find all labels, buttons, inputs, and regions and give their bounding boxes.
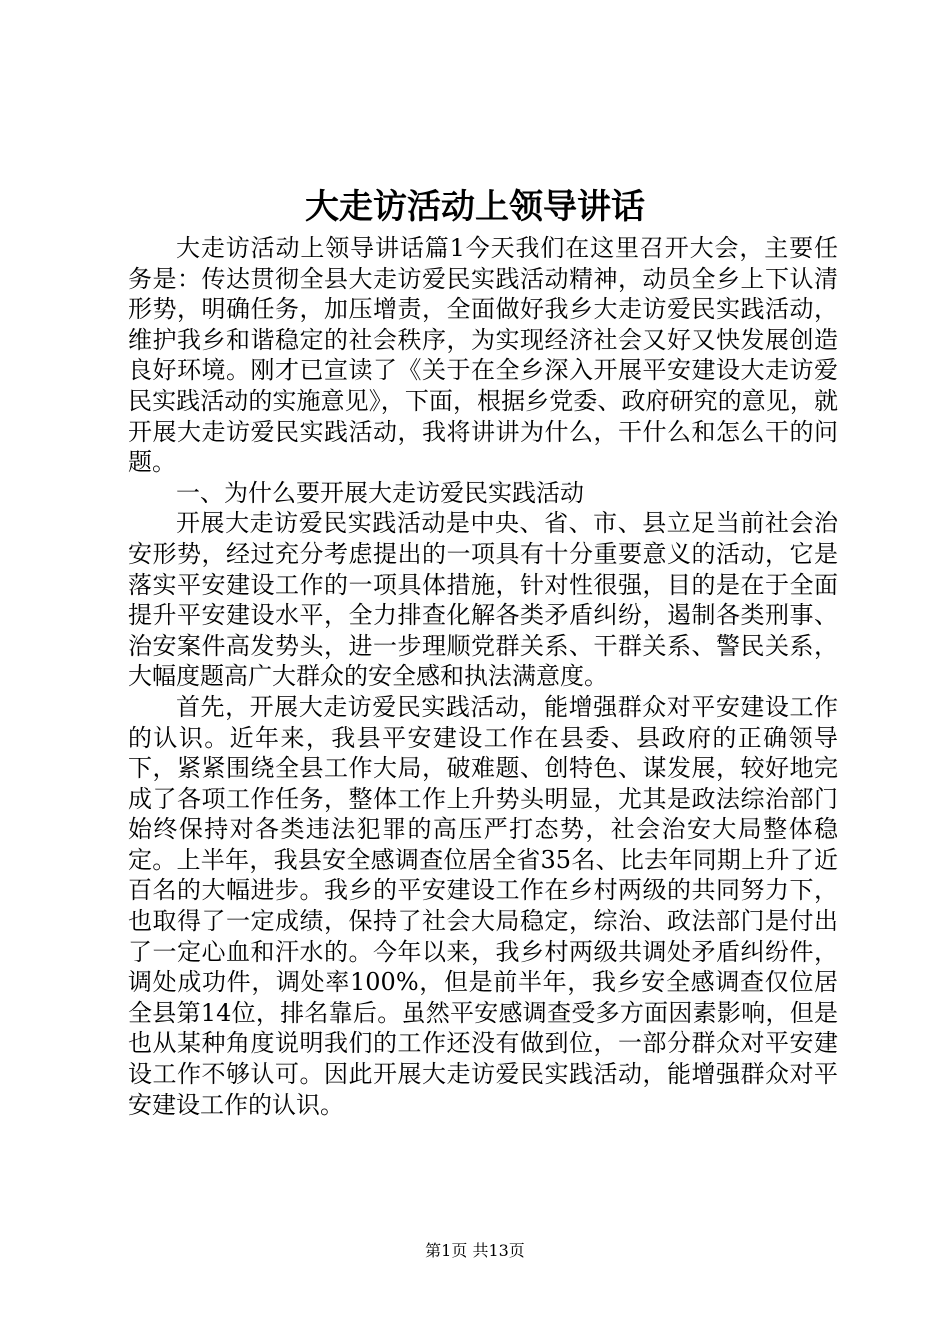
document-title: 大走访活动上领导讲话: [305, 187, 645, 227]
section-heading: 一、为什么要开展大走访爱民实践活动: [176, 478, 584, 507]
paragraph-intro: 大走访活动上领导讲话篇1今天我们在这里召开大会，主要任务是：传达贯彻全县大走访爱民实践活动精神，动员全乡上下认清形势，明确任务，加压增责，全面做好我乡大走访爱民实践活动，维护我乡和谐稳定的社会秩序，为实现经济社会又好又快发展创造良好环境。刚才已宣读了《关于在全乡深入开展平安建设大走访爱民实践活动的实施意见》，下面，根据乡党委、政府研究的意见，就开展大走访爱民实践活动，我将讲讲为什么，干什么和怎么干的问题。: [128, 234, 838, 477]
page-number: 第1页 共13页: [425, 1241, 525, 1260]
document-body: [128, 233, 838, 1120]
paragraph-purpose: 开展大走访爱民实践活动是中央、省、市、县立足当前社会治安形势，经过充分考虑提出的一项具有十分重要意义的活动，它是落实平安建设工作的一项具体措施，针对性很强，目的是在于全面提升平安建设水平，全力排查化解各类矛盾纠纷，遏制各类刑事、治安案件高发势头，进一步理顺党群关系、干群关系、警民关系，大幅度题高广大群众的安全感和执法满意度。: [128, 509, 838, 691]
paragraph-first-point: 首先，开展大走访爱民实践活动，能增强群众对平安建设工作的认识。近年来，我县平安建设工作在县委、县政府的正确领导下，紧紧围绕全县工作大局，破难题、创特色、谋发展，较好地完成了各项工作任务，整体工作上升势头明显，尤其是政法综治部门始终保持对各类违法犯罪的高压严打态势，社会治安大局整体稳定。上半年，我县安全感调查位居全省35名、比去年同期上升了近百名的大幅进步。我乡的平安建设工作在乡村两级的共同努力下，也取得了一定成绩，保持了社会大局稳定，综治、政法部门是付出了一定心血和汗水的。今年以来，我乡村两级共调处矛盾纠纷件，调处成功件，调处率100%，但是前半年，我乡安全感调查仅位居全县第14位，排名靠后。虽然平安感调查受多方面因素影响，但是也从某种角度说明我们的工作还没有做到位，一部分群众对平安建设工作不够认可。因此开展大走访爱民实践活动，能增强群众对平安建设工作的认识。: [128, 692, 838, 1119]
